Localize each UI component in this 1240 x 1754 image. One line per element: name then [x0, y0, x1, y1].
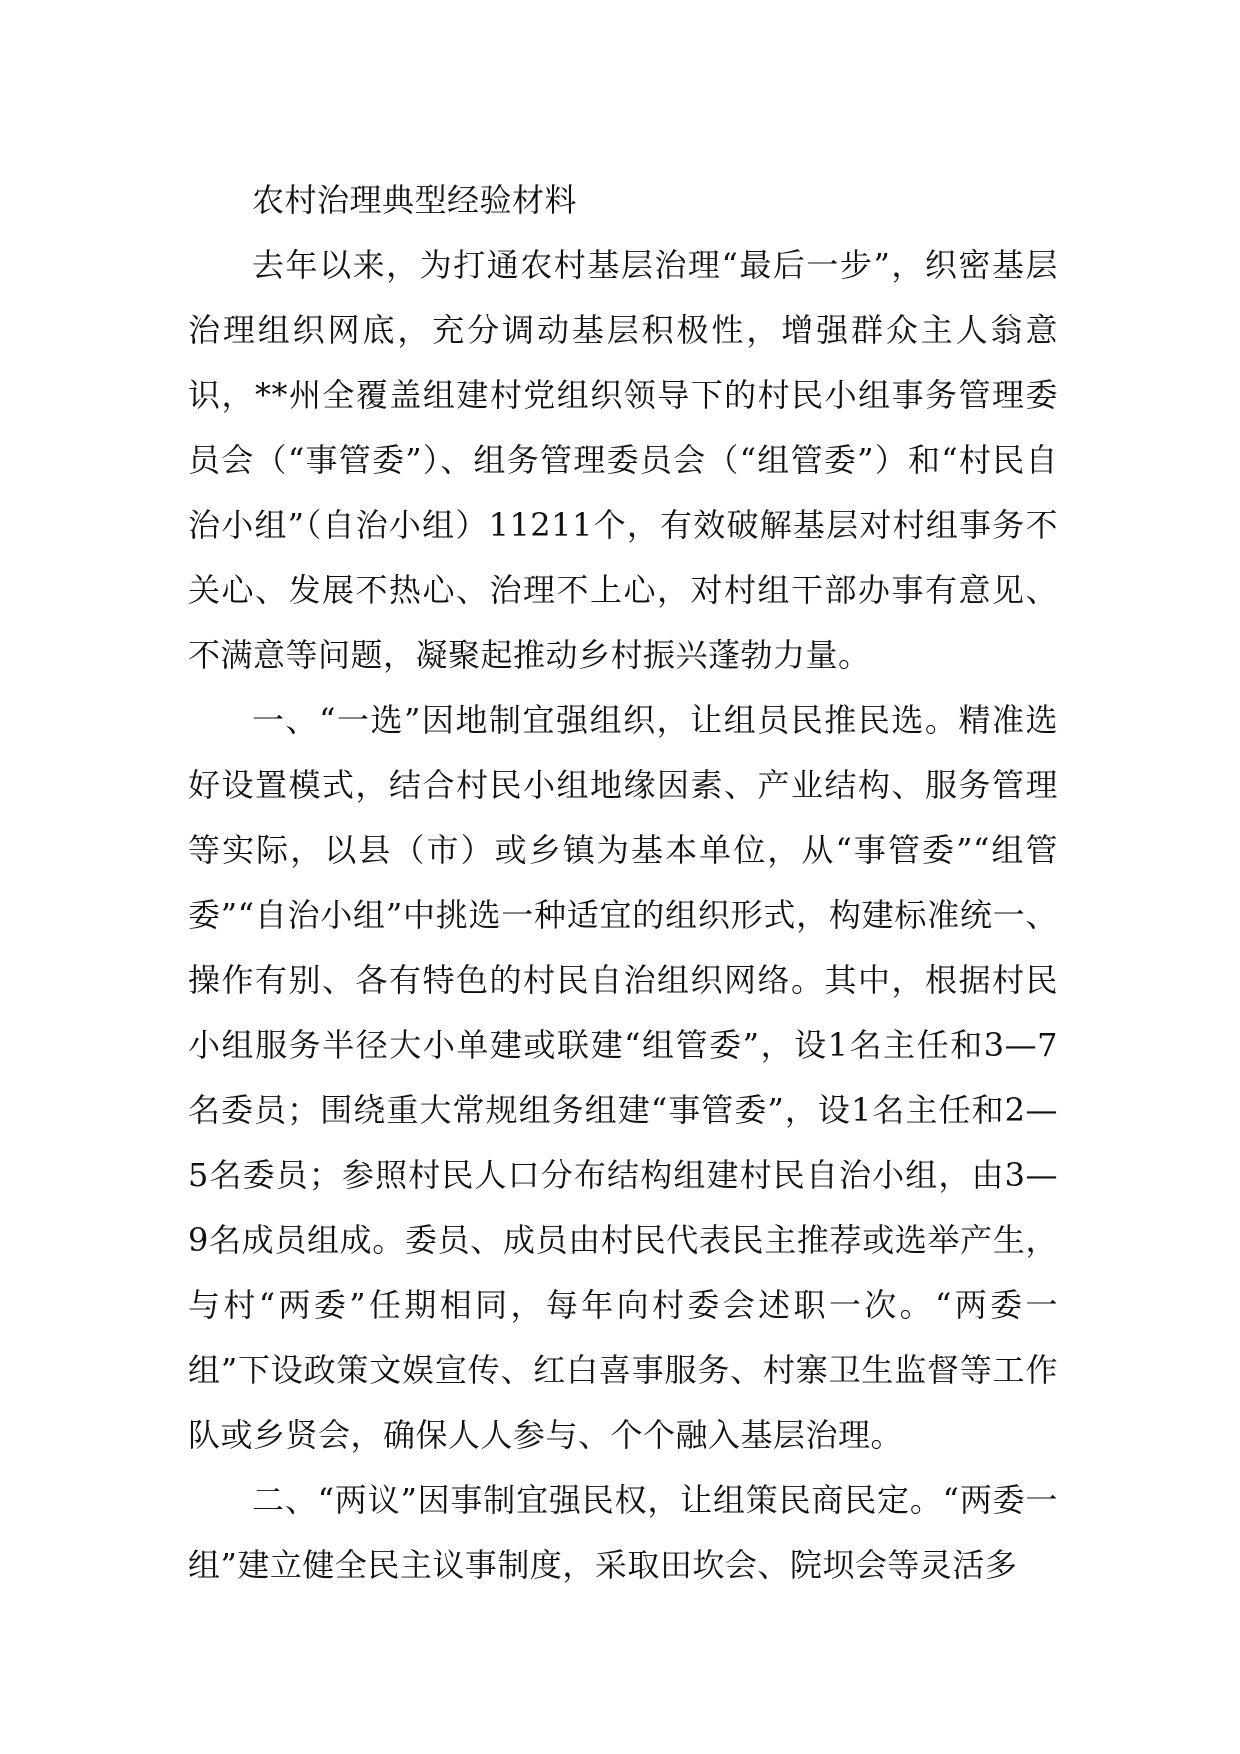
paragraph-section-two: 二、“两议”因事制宜强民权，让组策民商民定。“两委一组”建立健全民主议事制度，采取田坎会、院坝会等灵活多: [188, 1481, 1058, 1584]
paragraph-intro: 去年以来，为打通农村基层治理“最后一步”，织密基层治理组织网底，充分调动基层积极性，增强群众主人翁意识，**州全覆盖组建村党组织领导下的村民小组事务管理委员会（“事管委”）、组务管理委员会（“组管委”）和“村民自治小组”（自治小组）11211个，有效破解基层对村组事务不关心、发展不热心、治理不上心，对村组干部办事有意见、不满意等问题，凝聚起推动乡村振兴蓬勃力量。: [188, 246, 1058, 674]
document-title: 农村治理典型经验材料: [252, 181, 578, 219]
paragraph-section-one: 一、“一选”因地制宜强组织，让组员民推民选。精准选好设置模式，结合村民小组地缘因素、产业结构、服务管理等实际，以县（市）或乡镇为基本单位，从“事管委”“组管委”“自治小组”中挑选一种适宜的组织形式，构建标准统一、操作有别、各有特色的村民自治组织网络。其中，根据村民小组服务半径大小单建或联建“组管委”，设1名主任和3—7名委员；围绕重大常规组务组建“事管委”，设1名主任和2—5名委员；参照村民人口分布结构组建村民自治小组，由3—9名成员组成。委员、成员由村民代表民主推荐或选举产生，与村“两委”任期相同，每年向村委会述职一次。“两委一组”下设政策文娱宣传、红白喜事服务、村寨卫生监督等工作队或乡贤会，确保人人参与、个个融入基层治理。: [188, 701, 1058, 1454]
document-body: [188, 168, 1058, 1598]
